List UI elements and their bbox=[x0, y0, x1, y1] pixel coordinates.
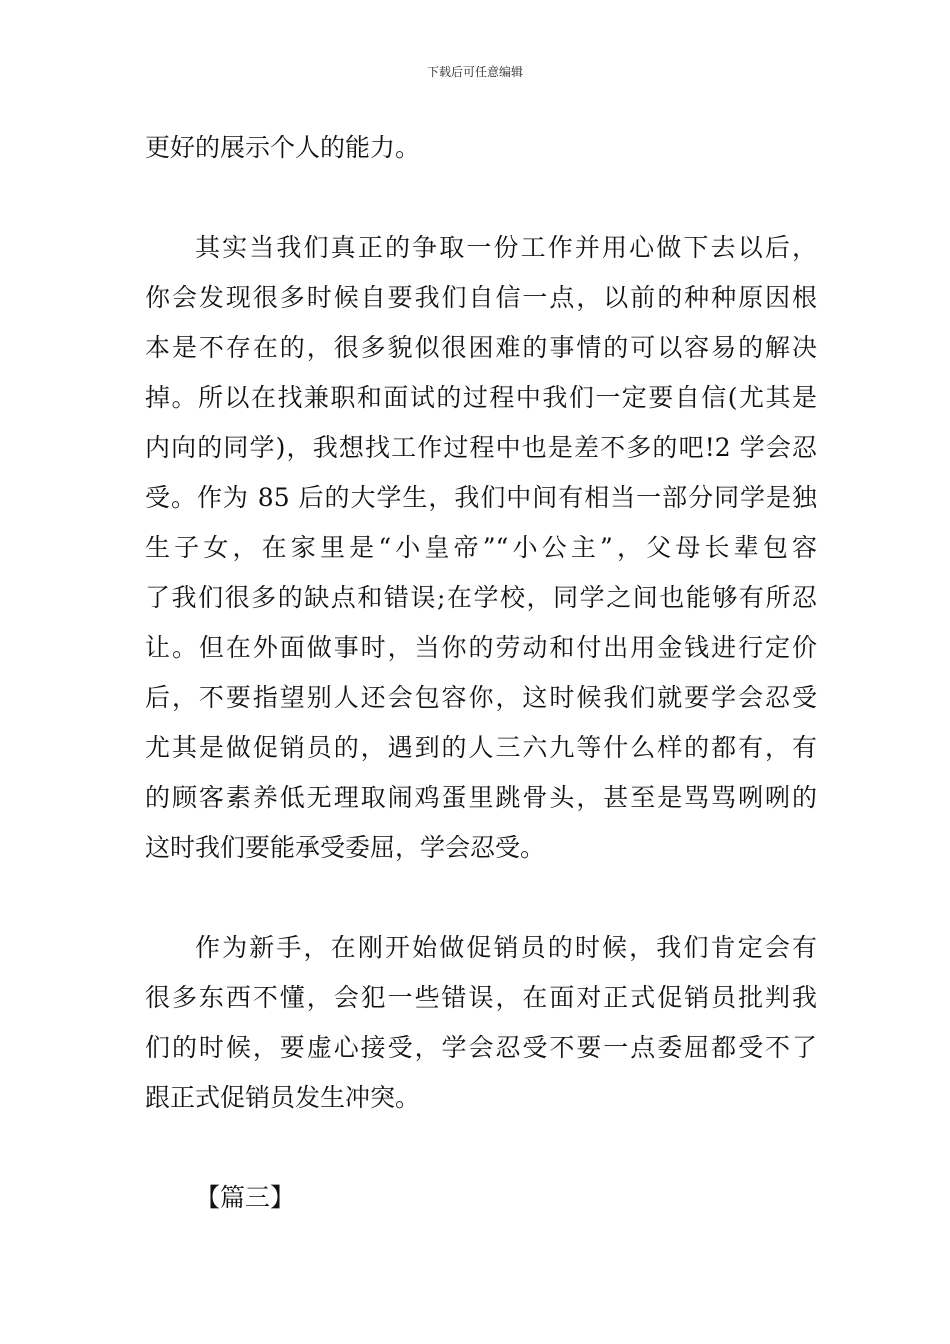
paragraph-line: 生子女，在家里是“小皇帝”“小公主”，父母长辈包容 bbox=[145, 533, 817, 562]
paragraph-line: 本是不存在的，很多貌似很困难的事情的可以容易的解决 bbox=[145, 333, 817, 362]
paragraph-line: 尤其是做促销员的，遇到的人三六九等什么样的都有，有 bbox=[145, 733, 817, 762]
paragraph-line: 让。但在外面做事时，当你的劳动和付出用金钱进行定价 bbox=[145, 633, 817, 662]
paragraph-line: 其实当我们真正的争取一份工作并用心做下去以后， bbox=[195, 233, 817, 262]
paragraph-line: 们的时候，要虚心接受，学会忍受不要一点委屈都受不了 bbox=[145, 1033, 817, 1062]
paragraph-line: 受。作为 85 后的大学生，我们中间有相当一部分同学是独 bbox=[145, 483, 817, 512]
paragraph-line: 了我们很多的缺点和错误;在学校，同学之间也能够有所忍 bbox=[145, 583, 817, 612]
section-heading: 【篇三】 bbox=[195, 1183, 296, 1212]
paragraph-line: 跟正式促销员发生冲突。 bbox=[145, 1083, 421, 1112]
paragraph-line: 更好的展示个人的能力。 bbox=[145, 133, 421, 162]
paragraph-line: 的顾客素养低无理取闹鸡蛋里跳骨头，甚至是骂骂咧咧的 bbox=[145, 783, 817, 812]
paragraph-line: 作为新手，在刚开始做促销员的时候，我们肯定会有 bbox=[195, 933, 817, 962]
paragraph-line: 掉。所以在找兼职和面试的过程中我们一定要自信(尤其是 bbox=[145, 383, 817, 412]
page-header: 下载后可任意编辑 bbox=[426, 65, 523, 79]
paragraph-line: 你会发现很多时候自要我们自信一点，以前的种种原因根 bbox=[145, 283, 817, 312]
paragraph-line: 后，不要指望别人还会包容你，这时候我们就要学会忍受 bbox=[145, 683, 817, 712]
paragraph-line: 内向的同学)，我想找工作过程中也是差不多的吧!2 学会忍 bbox=[145, 433, 817, 462]
paragraph-line: 这时我们要能承受委屈，学会忍受。 bbox=[145, 833, 546, 862]
paragraph-line: 很多东西不懂，会犯一些错误，在面对正式促销员批判我 bbox=[145, 983, 817, 1012]
